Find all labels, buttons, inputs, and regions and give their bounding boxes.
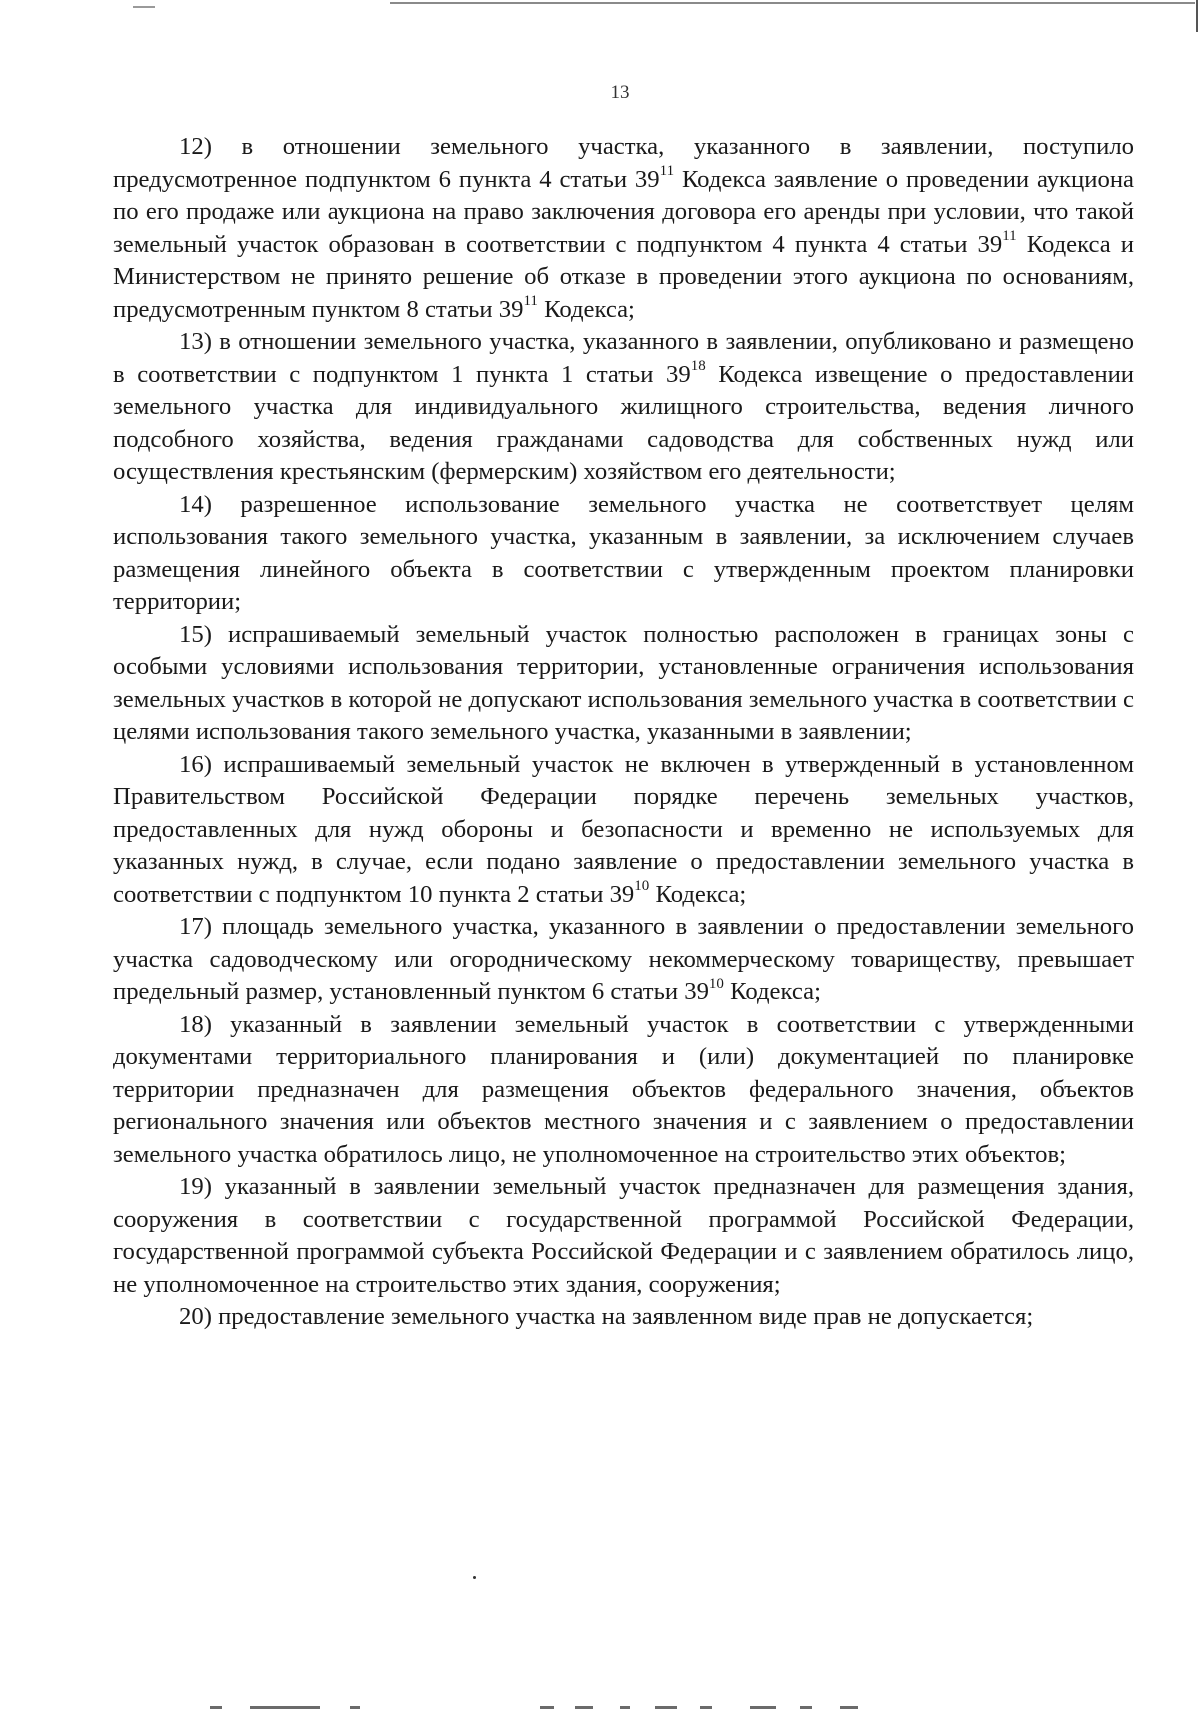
- paragraph-16: 16) испрашиваемый земельный участок не включен в утвержденный в установленном Правительством Российской Федерации порядке перечень земельных участков, предоставленных для нужд обороны и безопасности и временно не используемых для указанных нужд, в случае, если подано заявление о предоставлении земельного участка в соответствии с подпунктом 10 пункта 2 статьи $39^{10}$ Кодекса;: [113, 750, 1134, 908]
- superscript: 10: [634, 878, 650, 895]
- scan-artifact-top-left: [133, 6, 155, 8]
- superscript: 10: [708, 975, 724, 992]
- superscript: 18: [690, 358, 706, 375]
- paragraph-18: 18) указанный в заявлении земельный участок в соответствии с утвержденными документами территориального планирования и (или) документацией по планировке территории предназначен для размещения объектов федерального значения, объектов регионального значения или объектов местного значения и с заявлением о предоставлении земельного участка обратилось лицо, не уполномоченное на строительство этих объектов;: [113, 1010, 1134, 1168]
- superscript: 11: [1002, 228, 1017, 245]
- document-body: [113, 131, 1134, 1334]
- paragraph-13: 13) в отношении земельного участка, указанного в заявлении, опубликовано и размещено в соответствии с подпунктом 1 пункта 1 статьи $39^{18}$ Кодекса извещение о предоставлении земельного участка для индивидуального жилищного строительства, ведения личного подсобного хозяйства, ведения гражданами садоводства для собственных нужд или осуществления крестьянским (фермерским) хозяйством его деятельности;: [113, 328, 1134, 485]
- paragraph-17: 17) площадь земельного участка, указанного в заявлении о предоставлении земельного участка садоводческому или огородническому некоммерческому товариществу, превышает предельный размер, установленный пунктом 6 статьи $39^{10}$ Кодекса;: [113, 913, 1134, 1005]
- superscript: 11: [659, 163, 675, 180]
- paragraph-19: 19) указанный в заявлении земельный участок предназначен для размещения здания, сооружения в соответствии с государственной программой Российской Федерации, государственной программой субъекта Российской Федерации и с заявлением обратилось лицо, не уполномоченное на строительство этих здания, сооружения;: [113, 1173, 1134, 1298]
- scan-artifact-footer: [210, 1704, 900, 1714]
- superscript: 11: [523, 293, 538, 310]
- page-number: 13: [610, 82, 630, 103]
- paragraph-14: 14) разрешенное использование земельного участка не соответствует целям использования такого земельного участка, указанным в заявлении, за исключением случаев размещения линейного объекта в соответствии с утвержденным проектом планировки территории;: [113, 490, 1134, 615]
- paragraph-15: 15) испрашиваемый земельный участок полностью расположен в границах зоны с особыми условиями использования территории, установленные ограничения использования земельных участков в которой не допускают использования земельного участка в соответствии с целями использования такого земельного участка, указанными в заявлении;: [113, 620, 1134, 745]
- scan-artifact-right-edge: [1196, 0, 1198, 32]
- scan-artifact-top-line: [390, 2, 1195, 4]
- paragraph-20: 20) предоставление земельного участка на заявленном виде прав не допускается;: [179, 1303, 1034, 1330]
- scan-artifact-dot: [473, 1576, 476, 1579]
- paragraph-12: 12) в отношении земельного участка, указанного в заявлении, поступило предусмотренное подпунктом 6 пункта 4 статьи $39^{11}$ Кодекса заявление о проведении аукциона по его продаже или аукциона на право заключения договора его аренды при условии, что такой земельный участок образован в соответствии с подпунктом 4 пункта 4 статьи $39^{11}$ Кодекса и Министерством не принято решение об отказе в проведении этого аукциона по основаниям, предусмотренным пунктом 8 статьи $39^{11}$ Кодекса;: [113, 133, 1134, 323]
